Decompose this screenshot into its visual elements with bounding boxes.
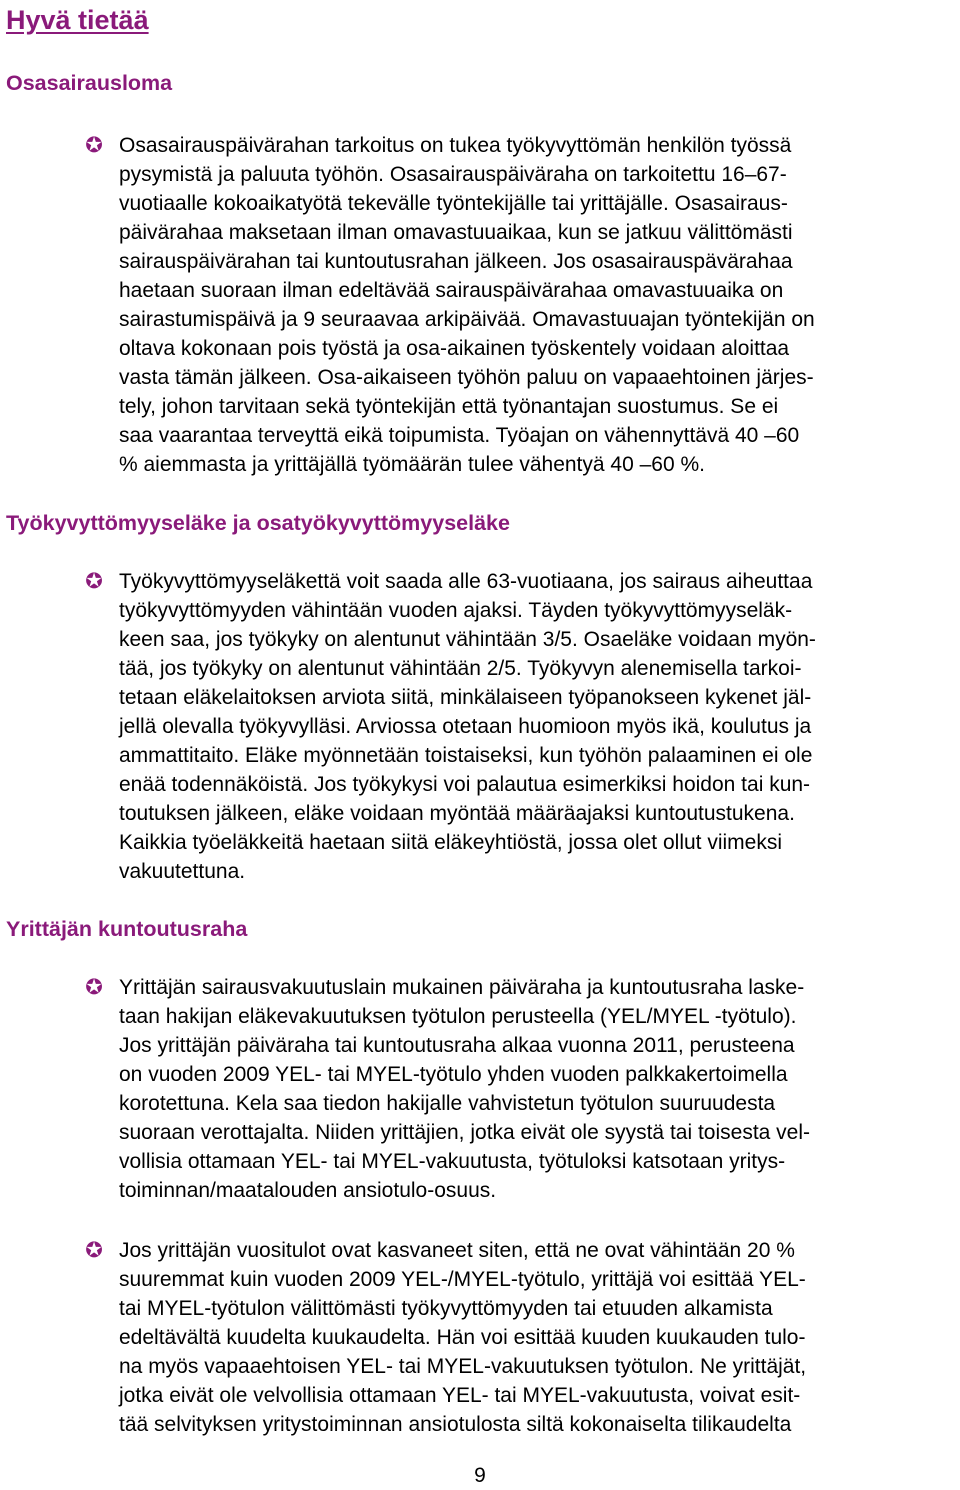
paragraph-line: Kaikkia työeläkkeitä haetaan siitä eläkeyhtiöstä, jossa olet ollut viimeksi — [119, 831, 783, 854]
paragraph-line: enää todennäköistä. Jos työkykysi voi palautua esimerkiksi hoidon tai kun- — [119, 773, 811, 796]
page-title: Hyvä tietää — [6, 5, 149, 35]
star-bullet-icon: ✪ — [85, 976, 103, 999]
paragraph-line: tely, johon tarvitaan sekä työntekijän että työnantajan suostumus. Se ei — [119, 395, 779, 418]
paragraph-line: on vuoden 2009 YEL- tai MYEL-työtulo yhden vuoden palkkakertoimella — [119, 1063, 788, 1086]
paragraph-line: suuremmat kuin vuoden 2009 YEL-/MYEL-työtulo, yrittäjä voi esittää YEL- — [119, 1268, 806, 1291]
paragraph-line: na myös vapaaehtoisen YEL- tai MYEL-vakuutuksen työtulon. Ne yrittäjät, — [119, 1355, 807, 1378]
paragraph-line: suoraan verottajalta. Niiden yrittäjien, jotka eivät ole syystä tai toisesta vel- — [119, 1121, 811, 1144]
paragraph-line: tai MYEL-työtulon välittömästi työkyvyttömyyden tai etuuden alkamista — [119, 1297, 773, 1320]
paragraph-line: sairauspäivärahan tai kuntoutusrahan jälkeen. Jos osasairauspävärahaa — [119, 250, 793, 273]
paragraph-line: % aiemmasta ja yrittäjällä työmäärän tulee vähentyä 40 –60 %. — [119, 453, 705, 476]
paragraph-line: saa vaarantaa terveyttä eikä toipumista. Työajan on vähennyttävä 40 –60 — [119, 424, 800, 447]
bullet-paragraph — [119, 973, 955, 1205]
paragraph-line: keen saa, jos työkyky on alentunut vähintään 3/5. Osaeläke voidaan myön- — [119, 628, 816, 651]
star-bullet-icon: ✪ — [85, 570, 103, 593]
paragraph-line: ammattitaito. Eläke myönnetään toistaiseksi, kun työhön palaaminen ei ole — [119, 744, 813, 767]
star-bullet-icon: ✪ — [85, 1239, 103, 1262]
paragraph-line: taan hakijan eläkevakuutuksen työtulon perusteella (YEL/MYEL -työtulo). — [119, 1005, 797, 1028]
bullet-paragraph — [119, 1236, 955, 1439]
paragraph-line: tetaan eläkelaitoksen arviota siitä, minkälaiseen työpanokseen kykenet jäl- — [119, 686, 812, 709]
paragraph-line: toutuksen jälkeen, eläke voidaan myöntää määräajaksi kuntoutustukena. — [119, 802, 795, 825]
paragraph-line: jellä olevalla työkyvylläsi. Arviossa otetaan huomioon myös ikä, koulutus ja — [119, 715, 812, 738]
paragraph-line: oltava kokonaan pois työstä ja osa-aikainen työskentely voidaan aloittaa — [119, 337, 790, 360]
paragraph-line: edeltävältä kuudelta kuukaudelta. Hän voi esittää kuuden kuukauden tulo- — [119, 1326, 806, 1349]
paragraph-line: Työkyvyttömyyseläkettä voit saada alle 63-vuotiaana, jos sairaus aiheuttaa — [119, 570, 813, 593]
paragraph-line: Jos yrittäjän vuositulot ovat kasvaneet siten, että ne ovat vähintään 20 % — [119, 1239, 795, 1262]
paragraph-line: Osasairauspäivärahan tarkoitus on tukea työkyvyttömän henkilön työssä — [119, 134, 792, 157]
paragraph-line: sairastumispäivä ja 9 seuraavaa arkipäivää. Omavastuuajan työntekijän on — [119, 308, 815, 331]
section-heading: Osasairausloma — [6, 71, 173, 95]
section-heading: Yrittäjän kuntoutusraha — [6, 917, 248, 941]
paragraph-line: tää selvityksen yritystoiminnan ansiotulosta siltä kokonaiselta tilikaudelta — [119, 1413, 792, 1436]
paragraph-line: vasta tämän jälkeen. Osa-aikaiseen työhön paluu on vapaaehtoinen järjes- — [119, 366, 814, 389]
paragraph-line: toiminnan/maatalouden ansiotulo-osuus. — [119, 1179, 497, 1202]
paragraph-line: vuotiaalle kokoaikatyötä tekevälle työntekijälle tai yrittäjälle. Osasairaus- — [119, 192, 788, 215]
paragraph-line: Yrittäjän sairausvakuutuslain mukainen päiväraha ja kuntoutusraha laske- — [119, 976, 805, 999]
bullet-paragraph — [119, 567, 955, 886]
paragraph-line: Jos yrittäjän päiväraha tai kuntoutusraha alkaa vuonna 2011, perusteena — [119, 1034, 795, 1057]
paragraph-line: vollisia ottamaan YEL- tai MYEL-vakuutusta, työtuloksi katsotaan yritys- — [119, 1150, 786, 1173]
page-number: 9 — [474, 1464, 486, 1487]
paragraph-line: jotka eivät ole velvollisia ottamaan YEL- tai MYEL-vakuutusta, voivat esit- — [119, 1384, 801, 1407]
paragraph-line: haetaan suoraan ilman edeltävää sairauspäivärahaa omavastuuaika on — [119, 279, 784, 302]
paragraph-line: työkyvyttömyyden vähintään vuoden ajaksi. Täyden työkyvyttömyyseläk- — [119, 599, 793, 622]
section-heading: Työkyvyttömyyseläke ja osatyökyvyttömyyseläke — [6, 511, 510, 535]
paragraph-line: vakuutettuna. — [119, 860, 246, 883]
paragraph-line: korotettuna. Kela saa tiedon hakijalle vahvistetun työtulon suuruudesta — [119, 1092, 776, 1115]
bullet-paragraph — [119, 131, 955, 479]
paragraph-line: pysymistä ja paluuta työhön. Osasairauspäiväraha on tarkoitettu 16–67- — [119, 163, 787, 186]
star-bullet-icon: ✪ — [85, 134, 103, 157]
paragraph-line: päivärahaa maksetaan ilman omavastuuaikaa, kun se jatkuu välittömästi — [119, 221, 793, 244]
paragraph-line: tää, jos työkyky on alentunut vähintään 2/5. Työkyvyn alenemisella tarkoi- — [119, 657, 802, 680]
